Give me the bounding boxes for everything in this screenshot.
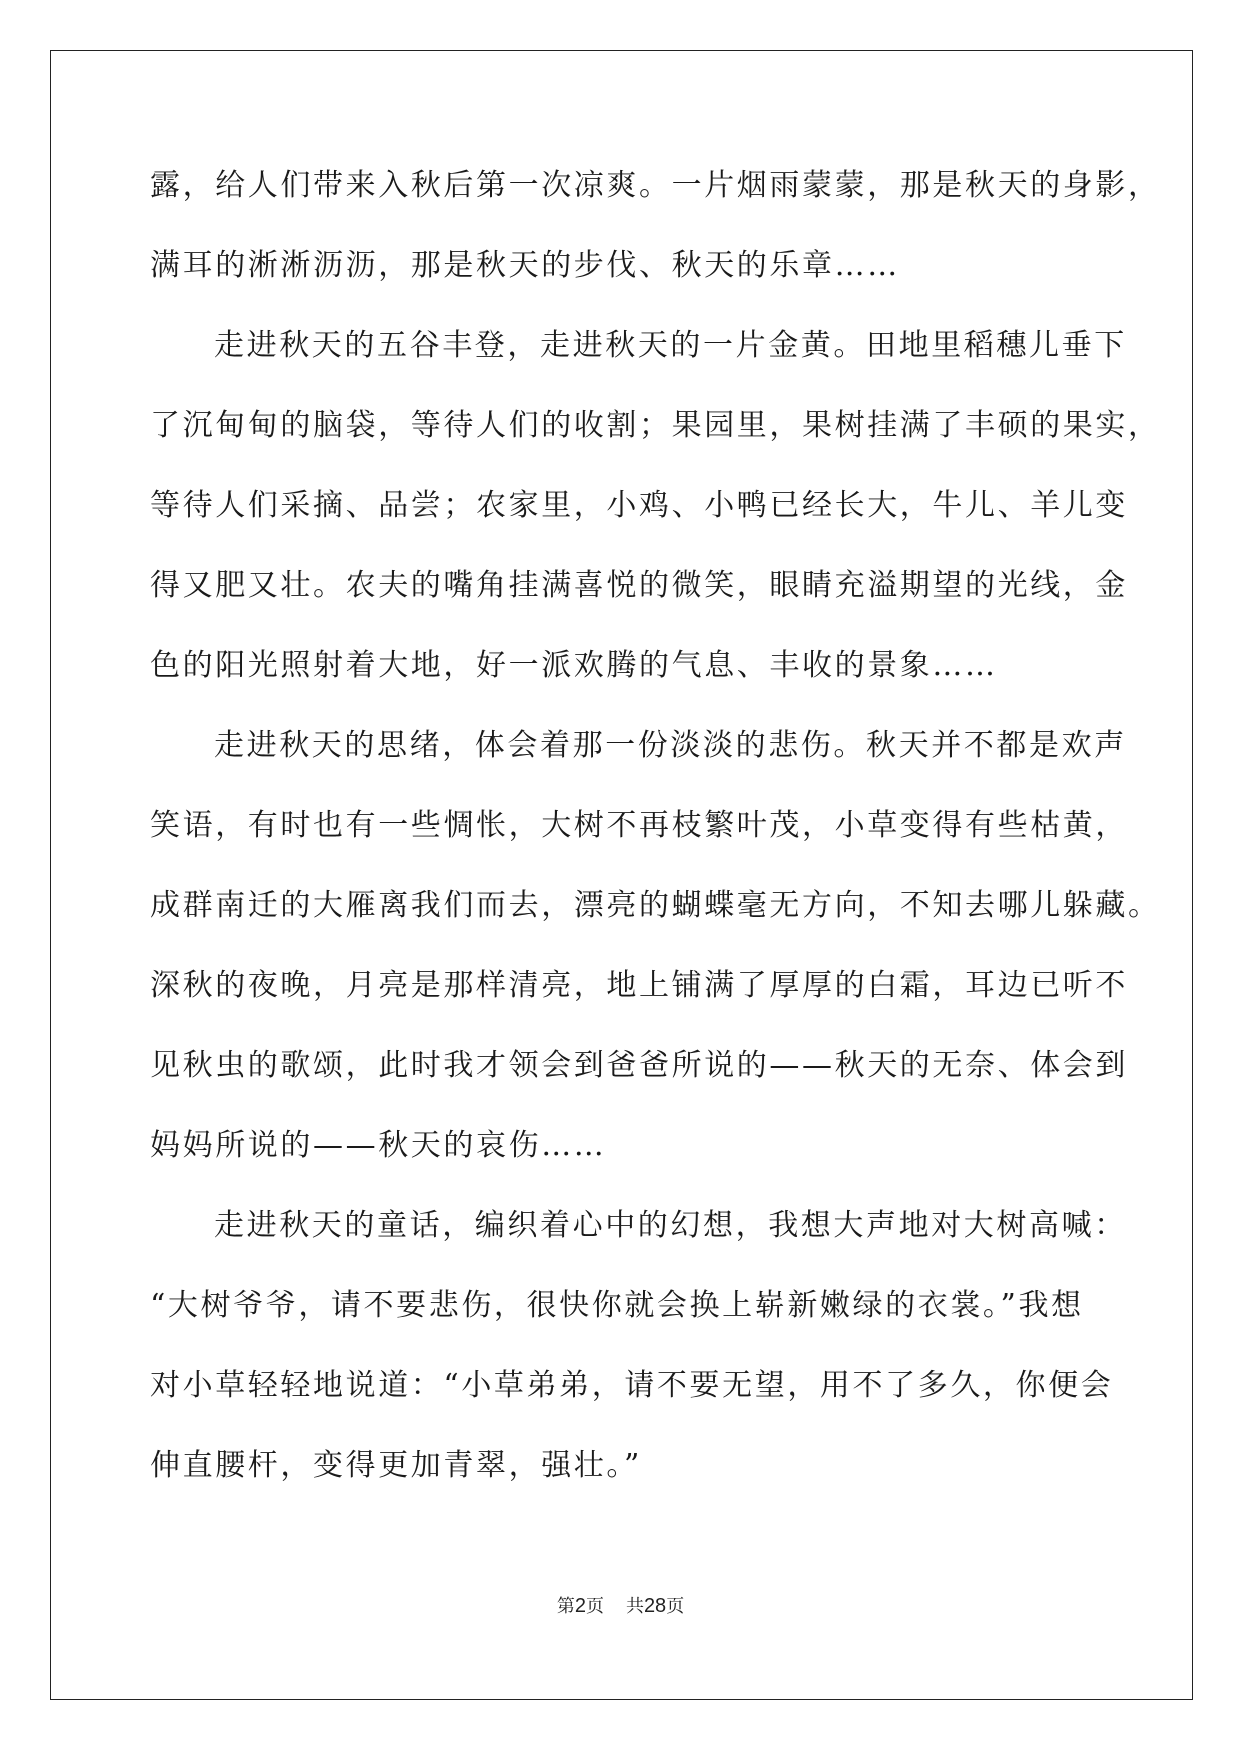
page-number-suffix: 页: [585, 1596, 604, 1617]
total-pages-suffix: 页: [666, 1596, 685, 1617]
text-line: 色的阳光照射着大地，好一派欢腾的气息、丰收的景象……: [150, 648, 998, 683]
current-page-number: 2: [574, 1595, 586, 1617]
text-line: 笑语，有时也有一些惆怅，大树不再枝繁叶茂，小草变得有些枯黄，: [150, 808, 1128, 843]
paragraph-start-line: 走进秋天的五谷丰登，走进秋天的一片金黄。田地里稻穗儿垂下: [214, 328, 1127, 363]
text-line: 等待人们采摘、品尝；农家里，小鸡、小鸭已经长大，牛儿、羊儿变: [150, 488, 1128, 523]
total-pages-prefix: 共: [625, 1596, 644, 1617]
page-footer: [0, 1592, 1241, 1618]
text-line: 对小草轻轻地说道：“小草弟弟，请不要无望，用不了多久，你便会: [150, 1368, 1114, 1403]
text-line: 妈妈所说的——秋天的哀伤……: [150, 1128, 607, 1163]
text-line: 成群南迁的大雁离我们而去，漂亮的蝴蝶毫无方向，不知去哪儿躲藏。: [150, 888, 1161, 923]
page-number-prefix: 第: [556, 1596, 575, 1617]
text-line: 满耳的淅淅沥沥，那是秋天的步伐、秋天的乐章……: [150, 248, 900, 283]
document-body: [150, 146, 1161, 1506]
text-line: 露，给人们带来入秋后第一次凉爽。一片烟雨蒙蒙，那是秋天的身影，: [150, 168, 1161, 203]
paragraph-start-line: 走进秋天的童话，编织着心中的幻想，我想大声地对大树高喊：: [214, 1208, 1127, 1243]
text-line: 深秋的夜晚，月亮是那样清亮，地上铺满了厚厚的白霜，耳边已听不: [150, 968, 1128, 1003]
text-line: 得又肥又壮。农夫的嘴角挂满喜悦的微笑，眼睛充溢期望的光线，金: [150, 568, 1128, 603]
text-line: 伸直腰杆，变得更加青翠，强壮。”: [150, 1448, 642, 1483]
text-line: 了沉甸甸的脑袋，等待人们的收割；果园里，果树挂满了丰硕的果实，: [150, 408, 1161, 443]
total-pages-number: 28: [643, 1595, 667, 1617]
text-line: “大树爷爷，请不要悲伤，很快你就会换上崭新嫩绿的衣裳。”我想: [150, 1288, 1084, 1323]
text-line: 见秋虫的歌颂，此时我才领会到爸爸所说的——秋天的无奈、体会到: [150, 1048, 1128, 1083]
paragraph-start-line: 走进秋天的思绪，体会着那一份淡淡的悲伤。秋天并不都是欢声: [214, 728, 1127, 763]
